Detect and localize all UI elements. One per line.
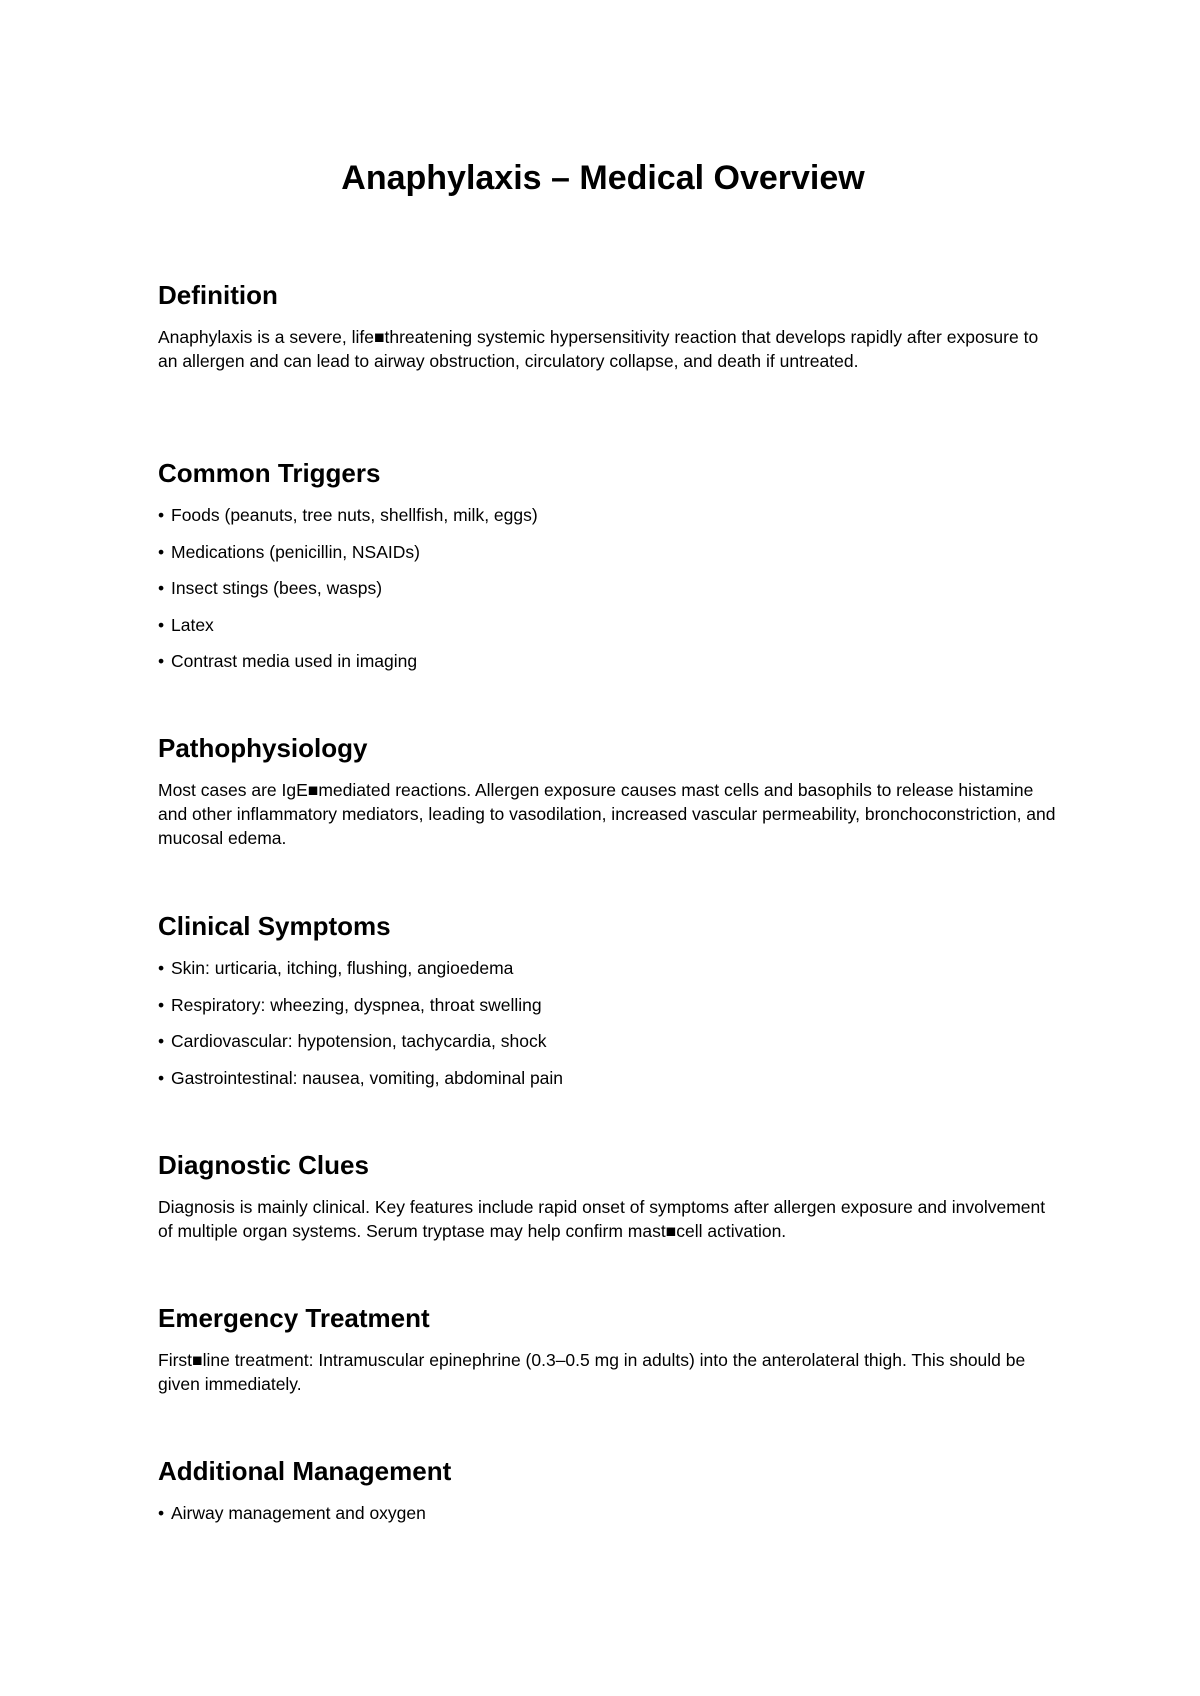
section-paragraph: First■line treatment: Intramuscular epinephrine (0.3–0.5 mg in adults) into the anterolateral thigh. This should be given immediately.	[158, 1350, 1026, 1394]
list-item: • Insect stings (bees, wasps)	[158, 578, 383, 599]
section-heading: Emergency Treatment	[158, 1303, 430, 1333]
bullet-icon: •	[158, 541, 165, 562]
section-paragraph: Diagnosis is mainly clinical. Key features include rapid onset of symptoms after allergen exposure and involvement of multiple organ systems. Serum tryptase may help confirm mast■cell activation.	[158, 1197, 1046, 1241]
section-heading: Diagnostic Clues	[158, 1150, 369, 1180]
bullet-icon: •	[158, 1031, 165, 1052]
section-heading: Definition	[158, 280, 278, 310]
section-common-triggers	[158, 457, 1058, 686]
bullet-list	[158, 956, 1058, 1090]
bullet-icon: •	[158, 578, 165, 599]
list-item: • Contrast media used in imaging	[158, 651, 418, 672]
section-pathophysiology	[158, 732, 1058, 850]
section-additional-management	[158, 1455, 1058, 1538]
bullet-icon: •	[158, 505, 165, 525]
section-heading: Pathophysiology	[158, 733, 368, 763]
section-paragraph: Anaphylaxis is a severe, life■threatening systemic hypersensitivity reaction that develops rapidly after exposure to an allergen and can lead to airway obstruction, circulatory collapse, and death if untreated.	[158, 327, 1039, 371]
list-item: • Latex	[158, 614, 214, 635]
bullet-list	[158, 503, 1058, 673]
list-item: • Respiratory: wheezing, dyspnea, throat swelling	[158, 994, 542, 1015]
section-emergency-treatment	[158, 1302, 1058, 1396]
section-heading: Common Triggers	[158, 458, 381, 488]
page-title: Anaphylaxis – Medical Overview	[341, 159, 865, 197]
bullet-list	[158, 1501, 1058, 1525]
section-diagnostic-clues	[158, 1149, 1058, 1243]
section-heading: Clinical Symptoms	[158, 911, 391, 941]
section-clinical-symptoms	[158, 910, 1058, 1102]
list-item: • Cardiovascular: hypotension, tachycardia, shock	[158, 1031, 547, 1052]
section-paragraph: Most cases are IgE■mediated reactions. Allergen exposure causes mast cells and basophils to release histamine and other inflammatory mediators, leading to vasodilation, increased vascular permeability, bronchoconstriction, and mucosal edema.	[158, 780, 1056, 848]
list-item: • Gastrointestinal: nausea, vomiting, abdominal pain	[158, 1067, 564, 1088]
list-item: • Skin: urticaria, itching, flushing, angioedema	[158, 958, 514, 978]
section-definition	[158, 279, 1058, 373]
bullet-icon: •	[158, 1503, 165, 1523]
section-heading: Additional Management	[158, 1456, 452, 1486]
list-item: • Foods (peanuts, tree nuts, shellfish, milk, eggs)	[158, 505, 538, 525]
bullet-icon: •	[158, 994, 165, 1015]
list-item: • Medications (penicillin, NSAIDs)	[158, 541, 420, 562]
bullet-icon: •	[158, 614, 165, 635]
bullet-icon: •	[158, 1067, 165, 1088]
bullet-icon: •	[158, 958, 165, 978]
list-item: • Airway management and oxygen	[158, 1503, 426, 1523]
bullet-icon: •	[158, 651, 165, 672]
